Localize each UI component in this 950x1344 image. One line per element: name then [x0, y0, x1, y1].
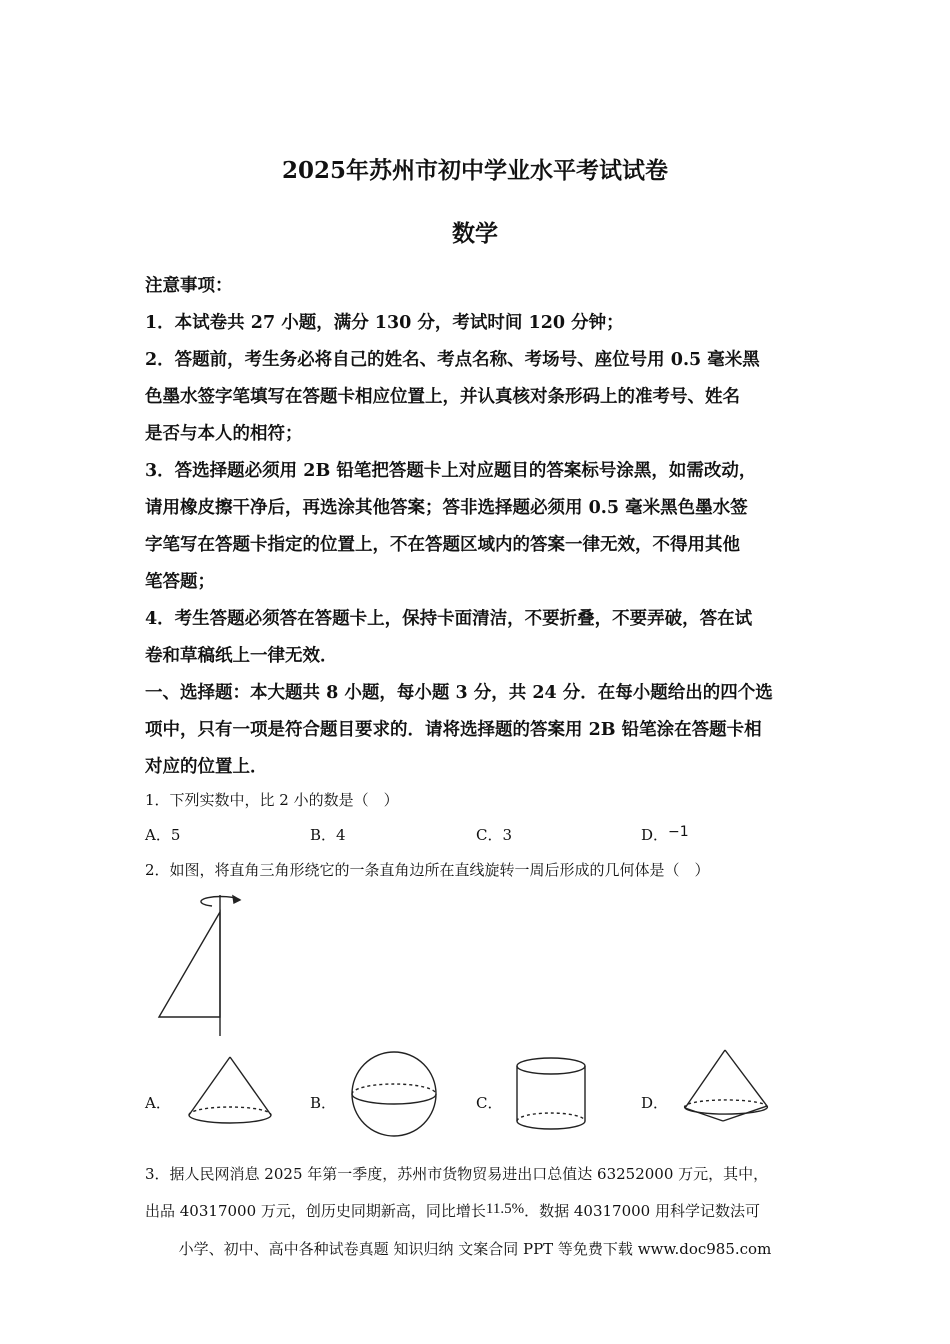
- section-heading-line: 对应的位置上．: [145, 757, 268, 777]
- q1-option-d-label: D．: [641, 826, 669, 844]
- section-heading-line: 项中，只有一项是符合题目要求的．请将选择题的答案用 2B 铅笔涂在答题卡相: [145, 720, 762, 740]
- cylinder-icon: [515, 1057, 591, 1135]
- q1-option-d: [641, 824, 689, 845]
- q2-option-d-label: D．: [641, 1094, 669, 1112]
- notice-line: 2．答题前，考生务必将自己的姓名、考点名称、考场号、座位号用 0.5 毫米黑: [145, 350, 760, 370]
- q1-stem: 1．下列实数中，比 2 小的数是（ ）: [145, 791, 399, 809]
- notice-line: 字笔写在答题卡指定的位置上，不在答题区域内的答案一律无效，不得用其他: [145, 535, 740, 555]
- notice-line: 笔答题；: [145, 572, 215, 592]
- right-triangle: [159, 912, 220, 1017]
- notice-heading: 注意事项：: [145, 276, 233, 296]
- page-footer: 小学、初中、高中各种试卷真题 知识归纳 文案合同 PPT 等免费下载 www.doc985.com: [178, 1240, 772, 1258]
- double-cone-icon: [683, 1048, 773, 1128]
- sphere-icon: [350, 1055, 440, 1135]
- section-heading-line: 一、选择题：本大题共 8 小题，每小题 3 分，共 24 分．在每小题给出的四个选: [145, 683, 773, 703]
- subject-title: 数学: [452, 220, 498, 247]
- q1-option-a: A．5: [145, 826, 181, 844]
- q3-line2-text: 出品 40317000 万元，创历史同期新高，同比增长: [145, 1202, 486, 1220]
- q2-option-a-label: A．: [145, 1094, 171, 1112]
- cone-icon: [185, 1055, 275, 1130]
- q3-line2: [145, 1200, 760, 1221]
- q3-percent: 11.5%: [485, 1201, 525, 1217]
- rotation-arrowhead: [233, 896, 240, 903]
- notice-line: 是否与本人的相符；: [145, 424, 303, 444]
- exam-title: 2025年苏州市初中学业水平考试试卷: [281, 157, 668, 184]
- notice-line: 3．答选择题必须用 2B 铅笔把答题卡上对应题目的答案标号涂黑，如需改动，: [145, 461, 757, 481]
- notice-line: 卷和草稿纸上一律无效．: [145, 646, 338, 666]
- q1-option-b: B．4: [310, 826, 346, 844]
- q3-line1: 3．据人民网消息 2025 年第一季度，苏州市货物贸易进出口总值达 63252000 万元，其中，: [145, 1165, 769, 1183]
- q2-option-c-label: C．: [476, 1094, 503, 1112]
- q1-option-d-value: −1: [668, 824, 689, 840]
- q2-option-b-label: B．: [310, 1094, 337, 1112]
- notice-line: 色墨水签字笔填写在答题卡相应位置上，并认真核对条形码上的准考号、姓名: [145, 387, 740, 407]
- notice-line: 请用橡皮擦干净后，再选涂其他答案；答非选择题必须用 0.5 毫米黑色墨水签: [145, 498, 748, 518]
- q2-stem: 2．如图，将直角三角形绕它的一条直角边所在直线旋转一周后形成的几何体是（ ）: [145, 861, 710, 879]
- notice-line: 4．考生答题必须答在答题卡上，保持卡面清洁，不要折叠，不要弄破，答在试: [145, 609, 753, 629]
- notice-line: 1．本试卷共 27 小题，满分 130 分，考试时间 120 分钟；: [145, 313, 624, 333]
- rotating-triangle-figure: [150, 890, 250, 1040]
- q3-line2-text: ．数据 40317000 用科学记数法可: [524, 1202, 760, 1220]
- q1-option-c: C．3: [476, 826, 513, 844]
